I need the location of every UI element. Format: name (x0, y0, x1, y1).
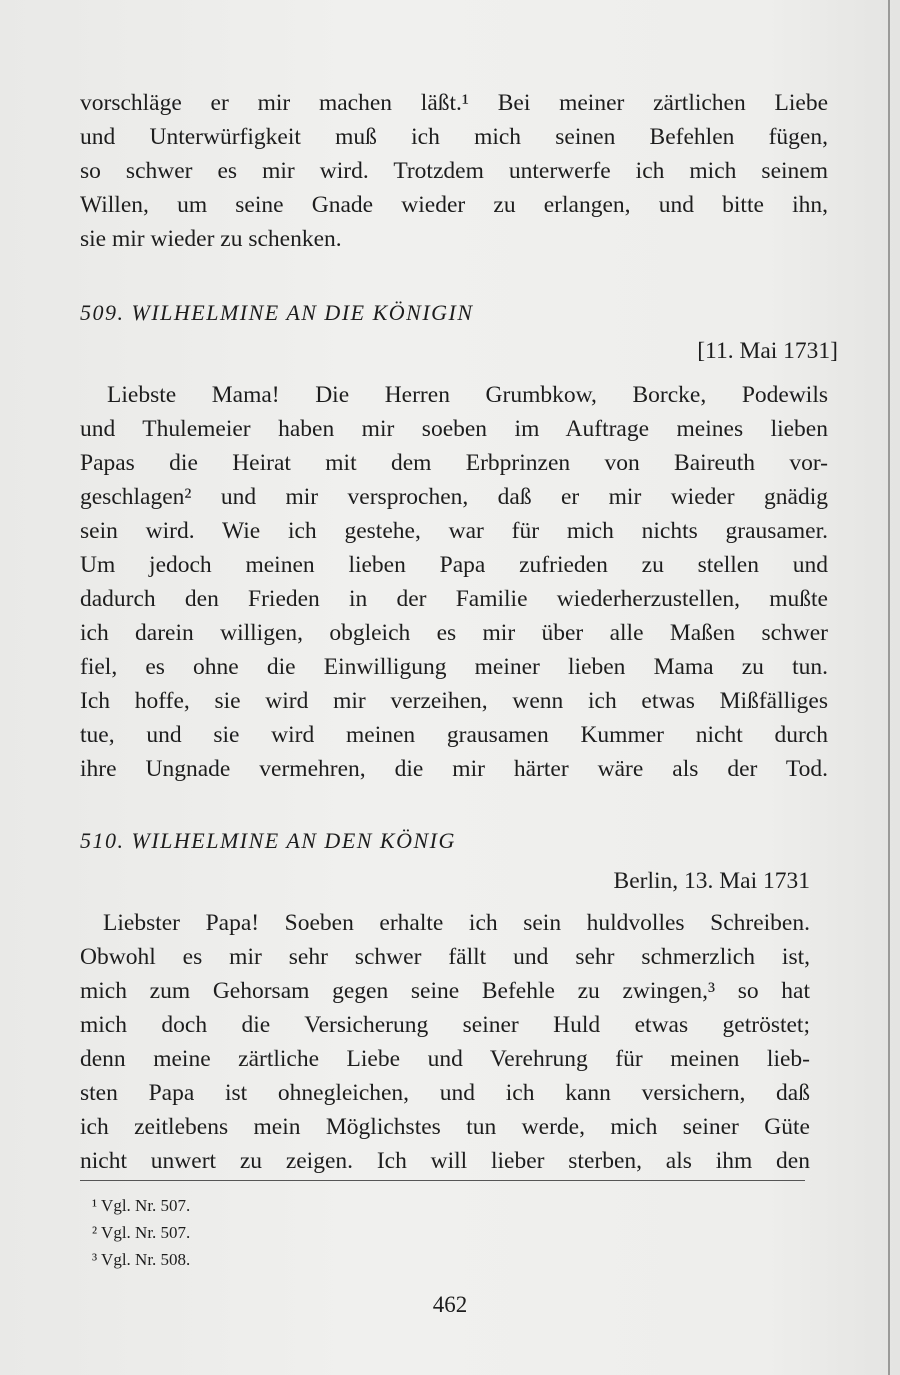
text-line: nicht unwert zu zeigen. Ich will lieber sterben, als ihm den (80, 1148, 810, 1174)
text-line: vorschläge er mir machen läßt.¹ Bei meiner zärtlichen Liebe (80, 90, 828, 116)
text-line: ich darein willigen, obgleich es mir über alle Maßen schwer (80, 620, 828, 646)
text-line: Um jedoch meinen lieben Papa zufrieden zu stellen und (80, 552, 828, 578)
text-line: Liebster Papa! Soeben erhalte ich sein huldvolles Schreiben. (103, 910, 810, 936)
text-line: Obwohl es mir sehr schwer fällt und sehr schmerzlich ist, (80, 944, 810, 970)
footnote-1: ¹ Vgl. Nr. 507. (92, 1196, 191, 1215)
text-line: dadurch den Frieden in der Familie wiederherzustellen, mußte (80, 586, 828, 612)
page-number: 462 (432, 1292, 468, 1317)
text-line: ich zeitlebens mein Möglichstes tun werde, mich seiner Güte (80, 1114, 810, 1140)
text-line: Liebste Mama! Die Herren Grumbkow, Borcke, Podewils (107, 382, 828, 408)
letter-509-body (80, 378, 828, 786)
text-line: und Unterwürfigkeit muß ich mich seinen Befehlen fügen, (80, 124, 828, 150)
text-line: mich doch die Versicherung seiner Huld etwas getröstet; (80, 1012, 810, 1038)
letter-510-heading: 510. WILHELMINE AN DEN KÖNIG (80, 828, 456, 853)
text-line: Willen, um seine Gnade wieder zu erlangen, und bitte ihn, (80, 192, 828, 218)
footnote-divider (80, 1180, 805, 1181)
page-edge (888, 0, 890, 1375)
text-line: Ich hoffe, sie wird mir verzeihen, wenn ich etwas Mißfälliges (80, 688, 828, 714)
text-line: sten Papa ist ohnegleichen, und ich kann versichern, daß (80, 1080, 810, 1106)
footnote-3: ³ Vgl. Nr. 508. (92, 1250, 191, 1269)
text-line: ihre Ungnade vermehren, die mir härter wäre als der Tod. (80, 756, 828, 782)
letter-509-date: [11. Mai 1731] (697, 338, 838, 364)
text-line: sie mir wieder zu schenken. (80, 226, 342, 252)
text-line: denn meine zärtliche Liebe und Verehrung für meinen lieb- (80, 1046, 810, 1072)
text-line: mich zum Gehorsam gegen seine Befehle zu zwingen,³ so hat (80, 978, 810, 1004)
text-line: geschlagen² und mir versprochen, daß er mir wieder gnädig (80, 484, 828, 510)
text-line: fiel, es ohne die Einwilligung meiner lieben Mama zu tun. (80, 654, 828, 680)
top-paragraph (80, 86, 828, 256)
letter-510-date: Berlin, 13. Mai 1731 (613, 868, 810, 894)
text-line: so schwer es mir wird. Trotzdem unterwerfe ich mich seinem (80, 158, 828, 184)
text-line: und Thulemeier haben mir soeben im Auftrage meines lieben (80, 416, 828, 442)
letter-509-heading: 509. WILHELMINE AN DIE KÖNIGIN (80, 300, 474, 325)
letter-510-body (80, 906, 810, 1178)
text-line: Papas die Heirat mit dem Erbprinzen von Baireuth vor- (80, 450, 828, 476)
text-line: sein wird. Wie ich gestehe, war für mich nichts grausamer. (80, 518, 828, 544)
text-line: tue, und sie wird meinen grausamen Kummer nicht durch (80, 722, 828, 748)
footnotes (92, 1192, 190, 1273)
footnote-2: ² Vgl. Nr. 507. (92, 1223, 191, 1242)
